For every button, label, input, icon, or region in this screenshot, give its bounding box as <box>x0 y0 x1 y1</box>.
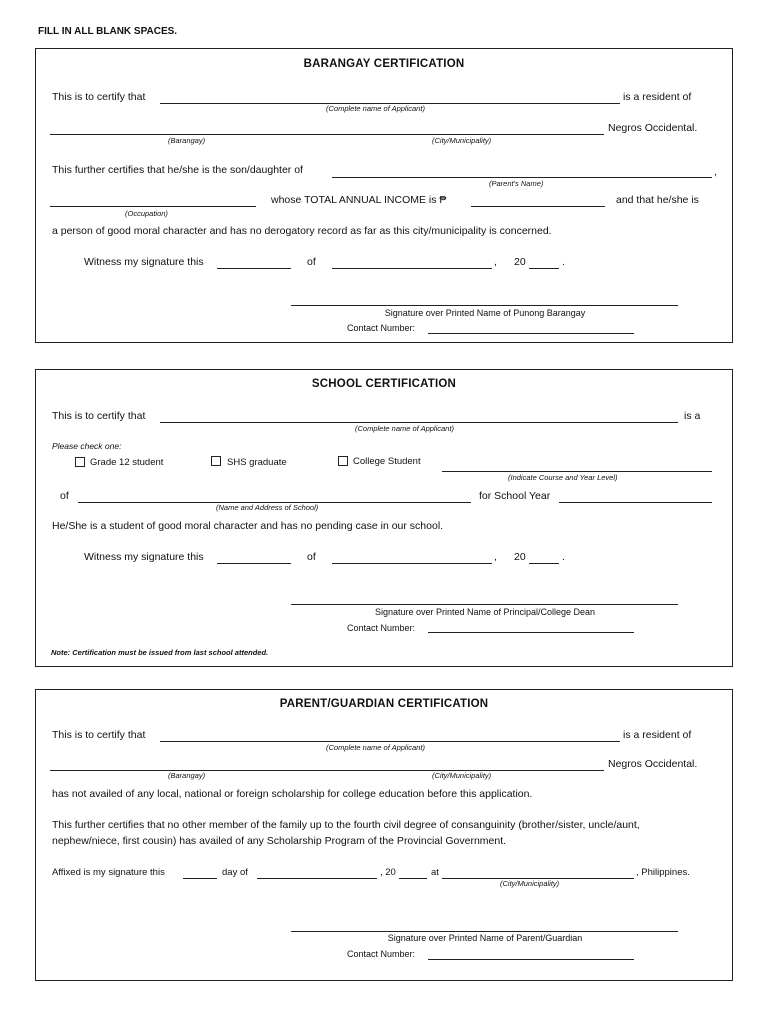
school-contact-label: Contact Number: <box>347 623 416 633</box>
school-year-date-field[interactable] <box>529 563 559 564</box>
school-title: SCHOOL CERTIFICATION <box>311 378 457 390</box>
barangay-moral-text: a person of good moral character and has no derogatory record as far as this city/municipality is concerned. <box>52 225 552 237</box>
barangay-year-field[interactable] <box>529 268 559 269</box>
barangay-barangay-caption: (Barangay) <box>168 136 206 145</box>
barangay-title: BARANGAY CERTIFICATION <box>303 58 465 70</box>
parent-day-field[interactable] <box>183 878 217 879</box>
school-course-caption: (Indicate Course and Year Level) <box>508 473 618 482</box>
barangay-comma: , <box>714 166 717 178</box>
parent-affixed-text: Affixed is my signature this <box>52 867 165 878</box>
school-certify-text: This is to certify that <box>52 410 146 422</box>
college-student-label: College Student <box>353 456 421 467</box>
grade12-label: Grade 12 student <box>90 457 164 468</box>
barangay-signature-caption: Signature over Printed Name of Punong Barangay <box>384 308 586 318</box>
barangay-income-field[interactable] <box>471 206 605 207</box>
parent-month-field[interactable] <box>257 878 377 879</box>
barangay-occupation-field[interactable] <box>50 206 256 207</box>
barangay-city-caption: (City/Municipality) <box>432 136 492 145</box>
school-day-field[interactable] <box>217 563 291 564</box>
school-applicant-name-field[interactable] <box>160 422 678 423</box>
college-student-checkbox[interactable] <box>338 456 348 466</box>
barangay-occupation-caption: (Occupation) <box>125 209 168 218</box>
barangay-signature-line[interactable] <box>291 305 678 306</box>
barangay-address-field[interactable] <box>50 134 604 135</box>
parent-at-text: at <box>431 867 439 878</box>
school-period: . <box>562 551 565 563</box>
parent-day-of-text: day of <box>222 867 248 878</box>
school-signature-caption: Signature over Printed Name of Principal/College Dean <box>374 607 596 617</box>
school-comma: , <box>494 551 497 563</box>
barangay-certify-text: This is to certify that <box>52 91 146 103</box>
barangay-of-text: of <box>307 256 316 268</box>
parent-resident-text: is a resident of <box>623 729 692 741</box>
barangay-and-that-text: and that he/she is <box>616 194 699 206</box>
parent-title: PARENT/GUARDIAN CERTIFICATION <box>279 698 489 710</box>
barangay-name-caption: (Complete name of Applicant) <box>326 104 425 113</box>
shs-graduate-checkbox[interactable] <box>211 456 221 466</box>
barangay-month-field[interactable] <box>332 268 492 269</box>
school-year-field[interactable] <box>559 502 712 503</box>
school-contact-field[interactable] <box>428 632 634 633</box>
barangay-resident-text: is a resident of <box>623 91 692 103</box>
barangay-province-text: Negros Occidental. <box>608 122 698 134</box>
school-month-field[interactable] <box>332 563 492 564</box>
barangay-twenty-text: 20 <box>514 256 526 268</box>
barangay-further-text: This further certifies that he/she is the son/daughter of <box>52 164 303 176</box>
parent-comma-20-text: , 20 <box>380 867 396 878</box>
parent-barangay-caption: (Barangay) <box>168 771 206 780</box>
barangay-parent-caption: (Parent's Name) <box>489 179 544 188</box>
parent-city-caption2: (City/Municipality) <box>500 879 560 888</box>
parent-name-caption: (Complete name of Applicant) <box>326 743 425 752</box>
school-twenty-text: 20 <box>514 551 526 563</box>
school-witness-text: Witness my signature this <box>84 551 204 563</box>
parent-contact-label: Contact Number: <box>347 949 416 959</box>
barangay-witness-text: Witness my signature this <box>84 256 204 268</box>
school-of-text: of <box>60 490 69 502</box>
school-check-one-text: Please check one: <box>52 441 122 451</box>
barangay-period: . <box>562 256 565 268</box>
school-school-caption: (Name and Address of School) <box>216 503 319 512</box>
parent-signature-caption: Signature over Printed Name of Parent/Guardian <box>387 933 583 943</box>
school-signature-line[interactable] <box>291 604 678 605</box>
school-note: Note: Certification must be issued from last school attended. <box>51 648 269 657</box>
barangay-income-text: whose TOTAL ANNUAL INCOME is ₱ <box>271 194 447 206</box>
parent-city-caption: (City/Municipality) <box>432 771 492 780</box>
parent-applicant-name-field[interactable] <box>160 741 620 742</box>
school-moral-text: He/She is a student of good moral character and has no pending case in our school. <box>52 520 444 532</box>
form-instruction: FILL IN ALL BLANK SPACES. <box>38 26 178 37</box>
parent-further-text-2: nephew/niece, first cousin) has availed of any Scholarship Program of the Provincial Government. <box>52 835 507 847</box>
parent-not-availed-text: has not availed of any local, national or foreign scholarship for college education before this application. <box>52 788 533 800</box>
school-of2-text: of <box>307 551 316 563</box>
school-course-field[interactable] <box>442 471 712 472</box>
parent-certify-text: This is to certify that <box>52 729 146 741</box>
parent-address-field[interactable] <box>50 770 604 771</box>
school-name-caption: (Complete name of Applicant) <box>355 424 454 433</box>
parent-philippines-text: , Philippines. <box>636 867 690 878</box>
school-is-a-text: is a <box>684 410 701 422</box>
parent-province-text: Negros Occidental. <box>608 758 698 770</box>
shs-graduate-label: SHS graduate <box>227 457 287 468</box>
barangay-contact-label: Contact Number: <box>347 323 416 333</box>
parent-contact-field[interactable] <box>428 959 634 960</box>
barangay-contact-field[interactable] <box>428 333 634 334</box>
parent-further-text-1: This further certifies that no other member of the family up to the fourth civil degree of consanguinity (brother/sister, uncle/aunt, <box>52 819 640 831</box>
barangay-parent-name-field[interactable] <box>332 177 712 178</box>
barangay-day-field[interactable] <box>217 268 291 269</box>
parent-year-field[interactable] <box>399 878 427 879</box>
school-year-text: for School Year <box>479 490 551 502</box>
grade12-checkbox[interactable] <box>75 457 85 467</box>
barangay-comma2: , <box>494 256 497 268</box>
